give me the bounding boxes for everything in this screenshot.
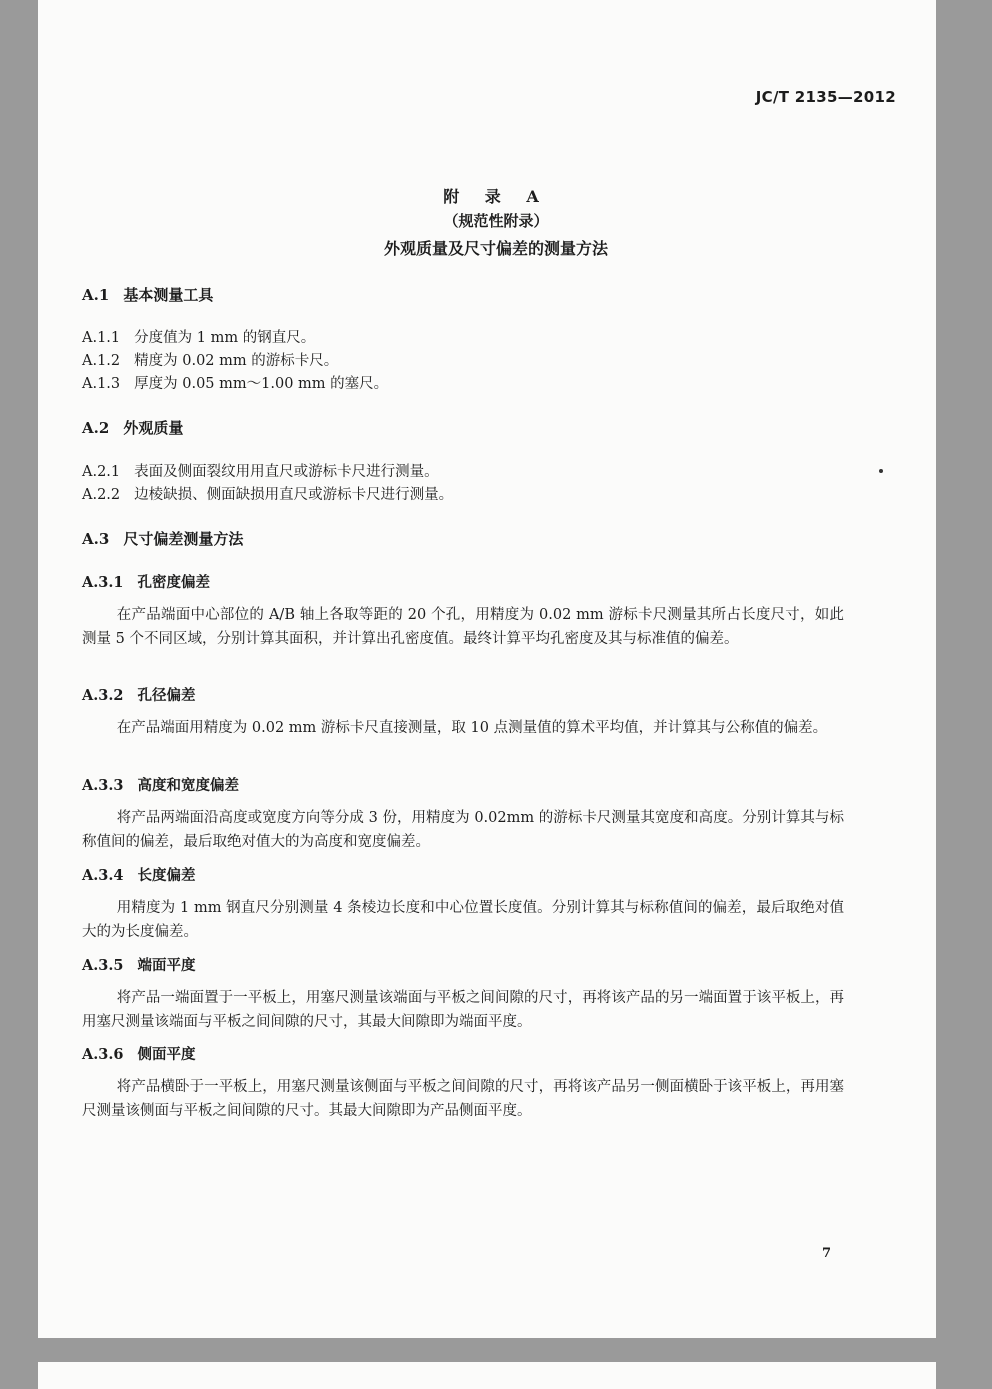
clause-a-2-1 bbox=[82, 461, 904, 483]
section-number: A.1 bbox=[82, 286, 110, 304]
page-number: 7 bbox=[822, 1246, 832, 1261]
paragraph-a-3-1: 在产品端面中心部位的 A/B 轴上各取等距的 20 个孔，用精度为 0.02 mm 游标卡尺测量其所占长度尺寸，如此测量 5 个不同区域，分别计算其面积，并计算出孔密度值。最终计算平均孔密度及其与标准值的偏差。 bbox=[82, 607, 844, 647]
clause-text: 表面及侧面裂纹用用直尺或游标卡尺进行测量。 bbox=[134, 464, 439, 480]
subsection-heading-a-3-6 bbox=[82, 1044, 904, 1066]
section-number: A.2 bbox=[82, 419, 110, 437]
subsection-heading-a-3-5 bbox=[82, 955, 904, 977]
next-page-edge bbox=[38, 1362, 936, 1389]
section-heading-a3 bbox=[82, 528, 904, 550]
paragraph-a-3-2: 在产品端面用精度为 0.02 mm 游标卡尺直接测量，取 10 点测量值的算术平均值，并计算其与公称值的偏差。 bbox=[116, 720, 828, 736]
subsection-number: A.3.4 bbox=[82, 867, 124, 884]
subsection-number: A.3.5 bbox=[82, 957, 124, 974]
section-title: 尺寸偏差测量方法 bbox=[123, 530, 244, 548]
subsection-number: A.3.6 bbox=[82, 1046, 124, 1063]
clause-number: A.2.1 bbox=[82, 464, 121, 480]
clause-a-1-2 bbox=[82, 350, 904, 372]
clause-number: A.2.2 bbox=[82, 487, 121, 503]
clause-a-1-3 bbox=[82, 373, 904, 395]
paragraph-a-3-4: 用精度为 1 mm 钢直尺分别测量 4 条棱边长度和中心位置长度值。分别计算其与标称值间的偏差，最后取绝对值大的为长度偏差。 bbox=[82, 900, 844, 940]
subsection-title: 孔径偏差 bbox=[137, 687, 196, 704]
scan-speck bbox=[879, 469, 883, 473]
clause-number: A.1.2 bbox=[82, 353, 121, 369]
subsection-heading-a-3-3 bbox=[82, 775, 904, 797]
section-heading-a1 bbox=[82, 284, 904, 306]
clause-text: 精度为 0.02 mm 的游标卡尺。 bbox=[134, 353, 339, 369]
clause-a-1-1 bbox=[82, 327, 904, 349]
appendix-label: 附 录 A bbox=[443, 187, 549, 206]
subsection-number: A.3.1 bbox=[82, 574, 124, 591]
section-title: 基本测量工具 bbox=[123, 286, 214, 304]
clause-a-2-2 bbox=[82, 484, 904, 506]
subsection-number: A.3.3 bbox=[82, 777, 124, 794]
section-number: A.3 bbox=[82, 530, 110, 548]
subsection-title: 侧面平度 bbox=[137, 1046, 196, 1063]
clause-text: 厚度为 0.05 mm～1.00 mm 的塞尺。 bbox=[134, 376, 389, 392]
section-heading-a2 bbox=[82, 417, 904, 439]
clause-text: 分度值为 1 mm 的钢直尺。 bbox=[134, 330, 316, 346]
paragraph-a-3-5: 将产品一端面置于一平板上，用塞尺测量该端面与平板之间间隙的尺寸，再将该产品的另一端面置于该平板上，再用塞尺测量该端面与平板之间间隙的尺寸，其最大间隙即为端面平度。 bbox=[82, 990, 844, 1030]
clause-number: A.1.3 bbox=[82, 376, 121, 392]
subsection-title: 孔密度偏差 bbox=[137, 574, 211, 591]
appendix-type: （规范性附录） bbox=[443, 212, 549, 230]
paragraph-a-3-3: 将产品两端面沿高度或宽度方向等分成 3 份，用精度为 0.02mm 的游标卡尺测量其宽度和高度。分别计算其与标称值间的偏差，最后取绝对值大的为高度和宽度偏差。 bbox=[82, 810, 844, 850]
subsection-number: A.3.2 bbox=[82, 687, 124, 704]
appendix-title: 外观质量及尺寸偏差的测量方法 bbox=[383, 239, 608, 258]
subsection-heading-a-3-1 bbox=[82, 572, 904, 594]
section-title: 外观质量 bbox=[123, 419, 184, 437]
subsection-title: 端面平度 bbox=[137, 957, 196, 974]
subsection-title: 高度和宽度偏差 bbox=[137, 777, 240, 794]
standard-code: JC/T 2135—2012 bbox=[755, 88, 896, 106]
subsection-title: 长度偏差 bbox=[137, 867, 196, 884]
subsection-heading-a-3-4 bbox=[82, 865, 904, 887]
paragraph-a-3-6: 将产品横卧于一平板上，用塞尺测量该侧面与平板之间间隙的尺寸，再将该产品另一侧面横卧于该平板上，再用塞尺测量该侧面与平板之间间隙的尺寸。其最大间隙即为产品侧面平度。 bbox=[82, 1079, 844, 1119]
clause-text: 边棱缺损、侧面缺损用直尺或游标卡尺进行测量。 bbox=[134, 487, 454, 503]
clause-number: A.1.1 bbox=[82, 330, 121, 346]
subsection-heading-a-3-2 bbox=[82, 685, 904, 707]
